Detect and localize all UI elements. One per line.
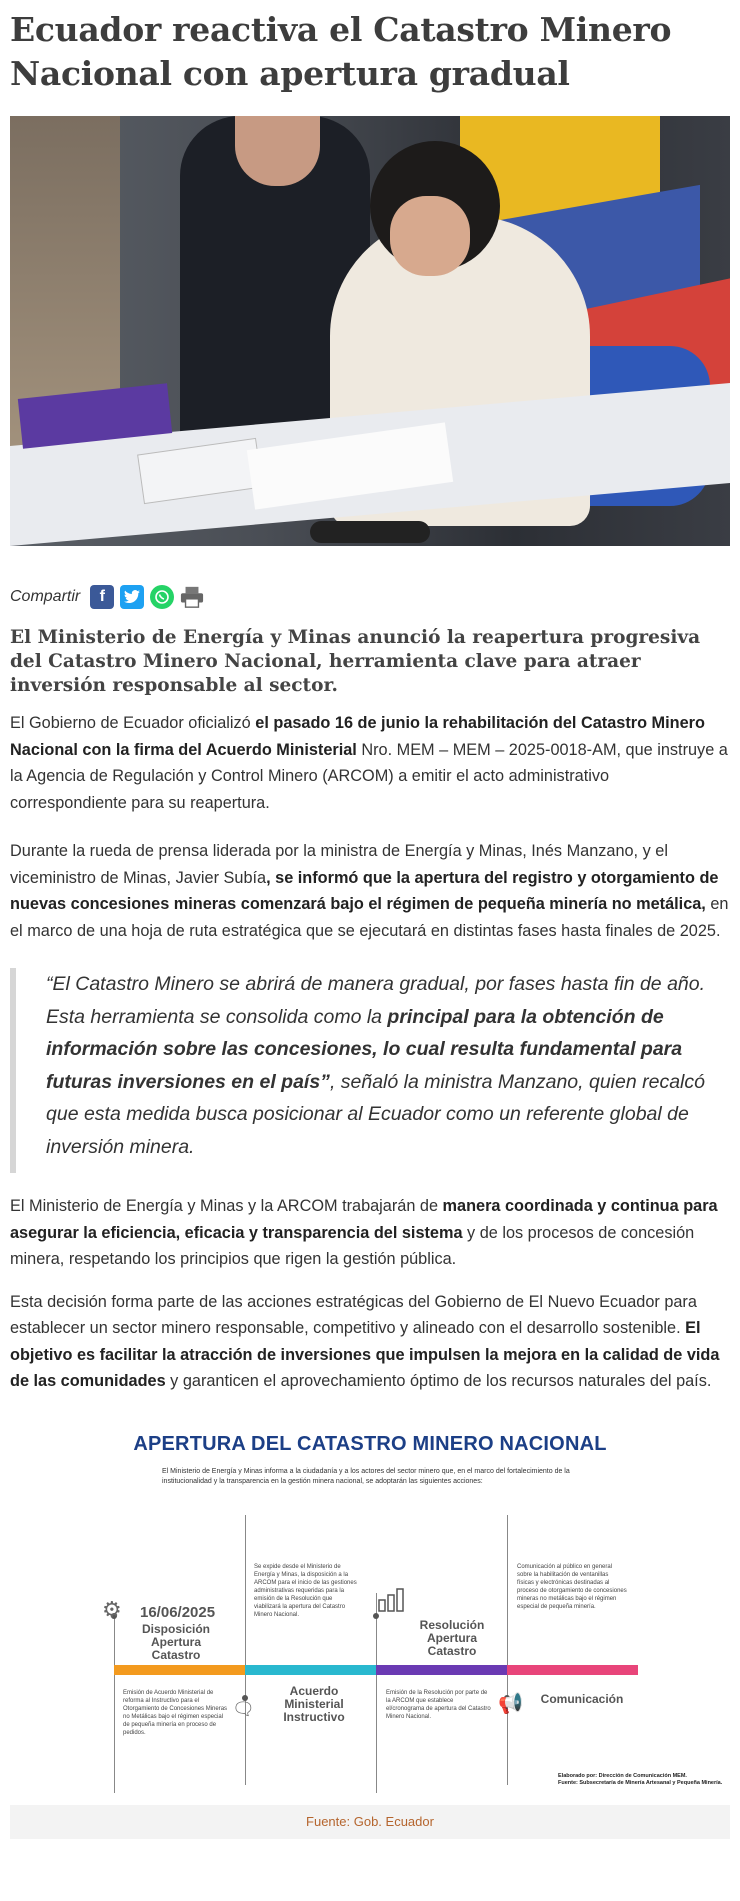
article-title: Ecuador reactiva el Catastro Minero Nacional con apertura gradual: [10, 10, 672, 93]
share-label: Compartir: [10, 588, 81, 605]
paragraph-1: El Gobierno de Ecuador oficializó el pasado 16 de junio la rehabilitación del Catastro Minero Nacional con la firma del Acuerdo Ministerial Nro. MEM – MEM – 2025-0018-AM, que instruye a la Agencia de Regulación y Control Minero (ARCOM) a emitir el acto administrativo correspondiente para su reapertura.: [10, 714, 728, 812]
infographic: [10, 1433, 730, 1801]
print-icon[interactable]: [180, 585, 204, 609]
infographic-subtitle: El Ministerio de Energía y Minas informa a la ciudadanía y a los actores del sector minero que, en el marco del fortalecimiento de la institucionalidad y la transparencia en la gestión minera nacional, se adoptarán las siguientes acciones:: [162, 1467, 570, 1485]
facebook-icon[interactable]: f: [90, 585, 114, 609]
twitter-icon[interactable]: [120, 585, 144, 609]
timeline-bar-4: [507, 1665, 638, 1675]
share-bar: [10, 582, 730, 612]
step-3-text: Emisión de la Resolución por parte de la ARCOM que establece el/cronograma de apertura del Catastro Minero Nacional.: [386, 1689, 491, 1720]
quote-block: “El Catastro Minero se abrirá de manera gradual, por fases hasta fin de año. Esta herramienta se consolida como la principal para la obtención de información sobre las concesiones, lo cual resulta fundamental para futuras inversiones en el país”, señaló la ministra Manzano, quien recalcó que esta medida busca posicionar al Ecuador como un referente global de inversión minera.: [10, 968, 730, 1173]
article-photo: [10, 116, 730, 546]
image-source: Fuente: Gob. Ecuador: [10, 1805, 730, 1839]
whatsapp-icon[interactable]: [150, 585, 174, 609]
infographic-date: 16/06/2025: [140, 1603, 216, 1621]
infographic-title: APERTURA DEL CATASTRO MINERO NACIONAL: [133, 1432, 607, 1455]
step-4-text: Comunicación al público en general sobre la habilitación de ventanillas físicas y electrónicas destinadas al proceso de otorgamiento de concesiones mineras no metálicas bajo el régimen especial de pequeña minería.: [517, 1563, 627, 1610]
step-4-heading: Comunicación: [540, 1691, 624, 1706]
timeline-bar-1: [114, 1665, 245, 1675]
document-icon: 🗨: [232, 1698, 255, 1719]
infographic-credit: Elaborado por: Dirección de Comunicación MEM. Fuente: Subsecretaría de Minería Artesanal y Pequeña Minería.: [558, 1772, 723, 1786]
paragraph-3: El Ministerio de Energía y Minas y la ARCOM trabajarán de manera coordinada y continua para asegurar la eficiencia, eficacia y transparencia del sistema y de los procesos de concesión minera, respetando los principios que rigen la gestión pública.: [10, 1197, 718, 1268]
chart-icon: [378, 1588, 404, 1618]
article-lead: El Ministerio de Energía y Minas anunció la reapertura progresiva del Catastro Minero Nacional, herramienta clave para atraer inversión responsable al sector.: [10, 627, 701, 696]
step-3-heading: Resolución Apertura Catastro: [419, 1617, 485, 1658]
timeline-bar-2: [245, 1665, 376, 1675]
timeline-bar-3: [376, 1665, 507, 1675]
paragraph-2: Durante la rueda de prensa liderada por la ministra de Energía y Minas, Inés Manzano, y el viceministro de Minas, Javier Subía, se informó que la apertura del registro y otorgamiento de nuevas concesiones mineras comenzará bajo el régimen de pequeña minería no metálica, en el marco de una hoja de ruta estratégica que se ejecutará en distintas fases hasta finales de 2025.: [10, 842, 729, 940]
step-2-text: Se expide desde el Ministerio de Energía y Minas, la disposición a la ARCOM para el inicio de las gestiones administrativas requeridas para la emisión de la Resolución que viabilizará la apertura del Catastro Minero Nacional.: [254, 1563, 357, 1618]
paragraph-4: Esta decisión forma parte de las acciones estratégicas del Gobierno de El Nuevo Ecuador para establecer un sector minero responsable, competitivo y alineado con el desarrollo sostenible. El objetivo es facilitar la atracción de inversiones que impulsen la mejora en la calidad de vida de las comunidades y garanticen el aprovechamiento óptimo de los recursos naturales del país.: [10, 1292, 720, 1390]
megaphone-icon: 📢: [498, 1692, 523, 1715]
gear-icon: ⚙: [102, 1596, 122, 1622]
step-1-text: Emisión de Acuerdo Ministerial de reforma al Instructivo para el Otorgamiento de Concesiones Mineras no Metálicas bajo el régimen especial de pequeña minería en proceso de pedidos.: [123, 1689, 228, 1736]
step-1-heading: Disposición Apertura Catastro: [141, 1621, 210, 1662]
step-2-heading: Acuerdo Ministerial Instructivo: [283, 1683, 345, 1724]
